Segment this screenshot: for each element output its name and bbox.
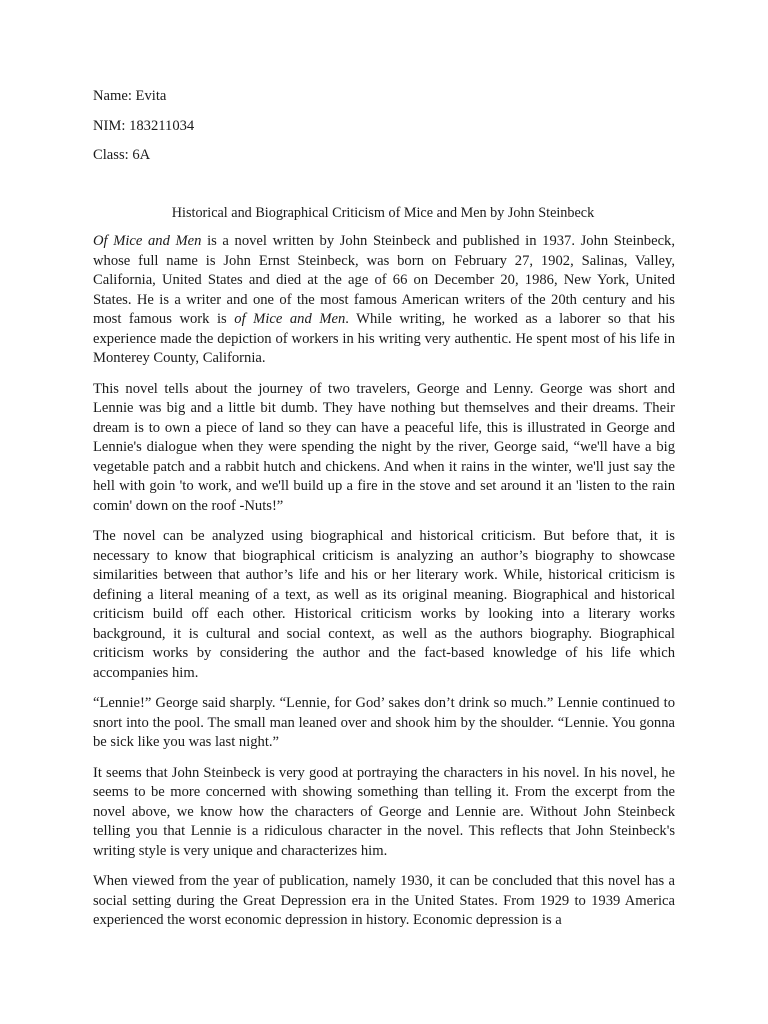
paragraph-1-text-b: . While writing, he worked as a laborer so that his experience made the depiction of workers in his writing very authentic. He spent most of his life in Monterey County, California. [93,311,675,366]
paragraph-5: It seems that John Steinbeck is very good at portraying the characters in his novel. In his novel, he seems to be more concerned with showing something than telling it. From the excerpt from the novel above, we know how the characters of George and Lennie are. Without John Steinbeck telling you that Lennie is a ridiculous character in the novel. This reflects that John Steinbeck's writing style is very unique and characterizes him. [93,764,675,859]
student-nim: NIM: 183211034 [93,118,195,134]
document-body [93,232,675,942]
student-name: Name: Evita [93,88,167,104]
paragraph-1 [93,232,675,369]
student-class: Class: 6A [93,147,151,163]
book-title-italic: Of Mice and Men [93,233,202,249]
paragraph-1-text-a: is a novel written by John Steinbeck and published in 1937. John Steinbeck, whose full name is John Ernst Steinbeck, was born on February 27, 1902, Salinas, Valley, California, United States and died at the age of 66 on December 20, 1986, New York, United States. He is a writer and one of the most famous American writers of the 20th century and his most famous work is [93,233,675,327]
paragraph-4-quote: “Lennie!” George said sharply. “Lennie, for God’ sakes don’t drink so much.” Lennie continued to snort into the pool. The small man leaned over and shook him by the shoulder. “Lennie. You gonna be sick like you was last night.” [93,695,675,750]
paragraph-6: When viewed from the year of publication, namely 1930, it can be concluded that this novel has a social setting during the Great Depression era in the United States. From 1929 to 1939 America experienced the worst economic depression in history. Economic depression is a [93,873,675,928]
book-title-italic-inline: of Mice and Men [234,311,346,327]
document-title: Historical and Biographical Criticism of Mice and Men by John Steinbeck [171,205,595,221]
paragraph-3: The novel can be analyzed using biographical and historical criticism. But before that, it is necessary to know that biographical criticism is analyzing an author’s biography to showcase similarities between that author’s life and his or her literary work. While, historical criticism is defining a literal meaning of a text, as well as its original meaning. Biographical and historical criticism build off each other. Historical criticism works by looking into a literary works background, it is cultural and social context, as well as the authors biography. Biographical criticism works by considering the author and the fact-based knowledge of his life which accompanies him. [93,528,675,681]
paragraph-2: This novel tells about the journey of two travelers, George and Lenny. George was short and Lennie was big and a little bit dumb. They have nothing but themselves and their dreams. Their dream is to own a piece of land so they can have a peaceful life, this is illustrated in George and Lennie's dialogue when they were spending the night by the river, George said, “we'll have a big vegetable patch and a rabbit hutch and chickens. And when it rains in the winter, we'll just say the hell with goin 'to work, and we'll build up a fire in the stove and set around it an 'listen to the rain comin' down on the roof -Nuts!” [93,380,675,514]
